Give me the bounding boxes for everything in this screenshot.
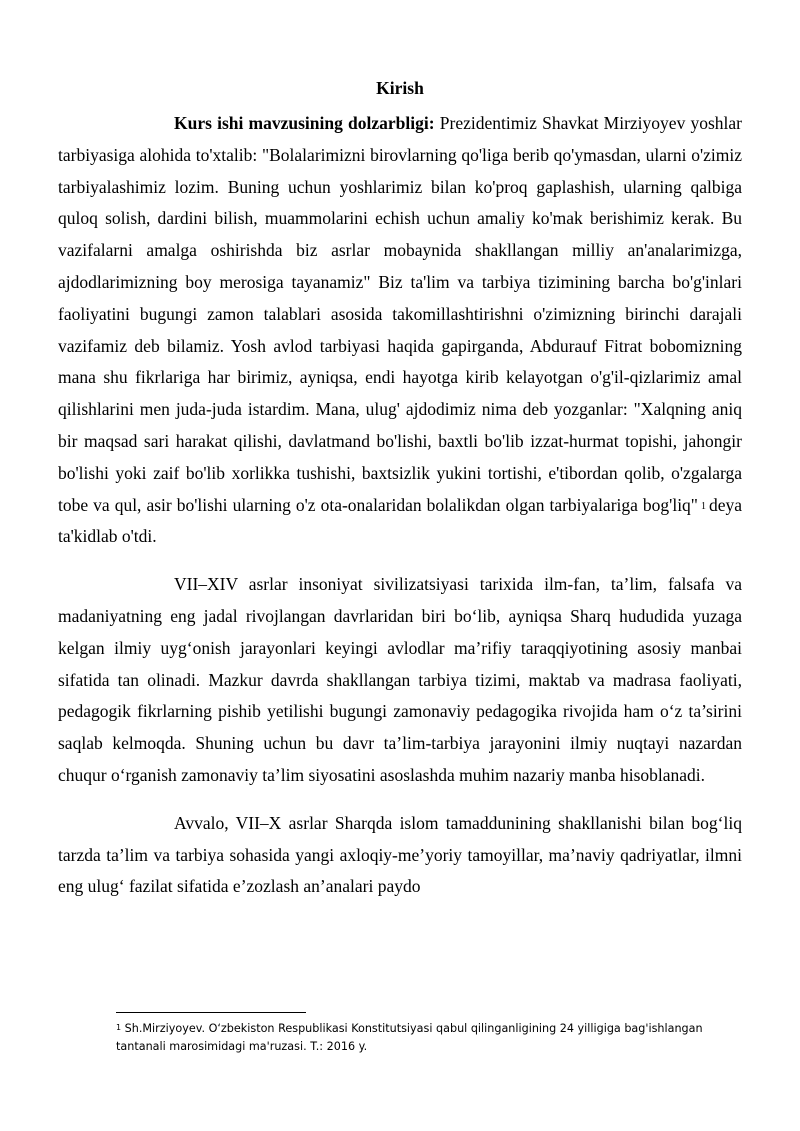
paragraph-1 (58, 108, 742, 553)
paragraph-1-lead: Kurs ishi mavzusining dolzarbligi: (174, 113, 435, 133)
page-title: Kirish (376, 78, 424, 98)
footnote-text: Sh.Mirziyoyev. O‘zbekiston Respublikasi Konstitutsiyasi qabul qilinganligining 24 yilligiga bag'ishlangan tantanali marosimidagi ma'ruzasi. T.: 2016 y. (116, 1022, 703, 1053)
footnote-number: 1 (116, 1023, 122, 1032)
paragraph-1-tail: deya ta'kidlab o'tdi. (58, 494, 742, 547)
paragraph-2: VII–XIV asrlar insoniyat sivilizatsiyasi tarixida ilm-fan, ta’lim, falsafa va madaniyatning eng jadal rivojlangan davrlaridan biri bo‘lib, ayniqsa Sharq hududida yuzaga kelgan ilmiy uyg‘onish jarayonlari keyingi avlodlar ma’rifiy taraqqiyotining asosiy manbai sifatida tan olinadi. Mazkur davrda shakllangan tarbiya tizimi, maktab va madrasa faoliyati, pedagogik fikrlarning pishib yetilishi bugungi zamonaviy pedagogika rivojida ham o‘z ta’sirini saqlab kelmoqda. Shuning uchun bu davr ta’lim-tarbiya jarayonini ilmiy nuqtayi nazardan chuqur o‘rganish zamonaviy ta’lim siyosatini asoslashda muhim nazariy manba hisoblanadi. (58, 574, 742, 785)
footnote-reference[interactable]: 1 (700, 500, 706, 512)
paragraph-1-text: Prezidentimiz Shavkat Mirziyoyev yoshlar tarbiyasiga alohida to'xtalib: "Bolalarimizni birovlarning qo'liga berib qo'ymasdan, ularni o'zimiz tarbiyalashimiz lozim. Buning uchun yoshlarimiz bilan ko'proq gaplashish, ularning qalbiga quloq solish, dardini bilish, muammolarini echish uchun amaliy ko'mak berishimiz kerak. Bu vazifalarni amalga oshirishda biz asrlar mobaynida shakllangan milliy an'analarimizga, ajdodlarimizning boy merosiga tayanamiz" Biz ta'lim va tarbiya tizimining barcha bo'g'inlari faoliyatini bugungi zamon talablari asosida takomillashtirishni o'zimizning birinchi darajali vazifamiz deb bilamiz. Yosh avlod tarbiyasi haqida gapirganda, Abdurauf Fitrat bobomizning mana shu fikrlariga har birimiz, ayniqsa, endi hayotga kirib kelayotgan o'g'il-qizlarimiz amal qilishlarini men juda-juda istardim. Mana, ulug' ajdodimiz nima deb yozganlar: "Xalqning aniq bir maqsad sari harakat qilishi, davlatmand bo'lishi, baxtli bo'lib izzat-hurmat topishi, jahongir bo'lishi yoki zaif bo'lib xorlikka tushishi, baxtsizlik yukini tortishi, e'tibordan qolib, o'zgalarga tobe va qul, asir bo'lishi ularning o'z ota-onalaridan bolalikdan olgan tarbiyalariga bog'liq" (58, 113, 743, 515)
document-body (58, 108, 742, 903)
footnote-divider (116, 1012, 306, 1013)
footnote (116, 1020, 742, 1056)
paragraph-3: Avvalo, VII–X asrlar Sharqda islom tamaddunining shakllanishi bilan bog‘liq tarzda ta’lim va tarbiya sohasida yangi axloqiy-me’yoriy tamoyillar, ma’naviy qadriyatlar, ilmni eng ulug‘ fazilat sifatida e’zozlash an’analari paydo (58, 812, 742, 897)
